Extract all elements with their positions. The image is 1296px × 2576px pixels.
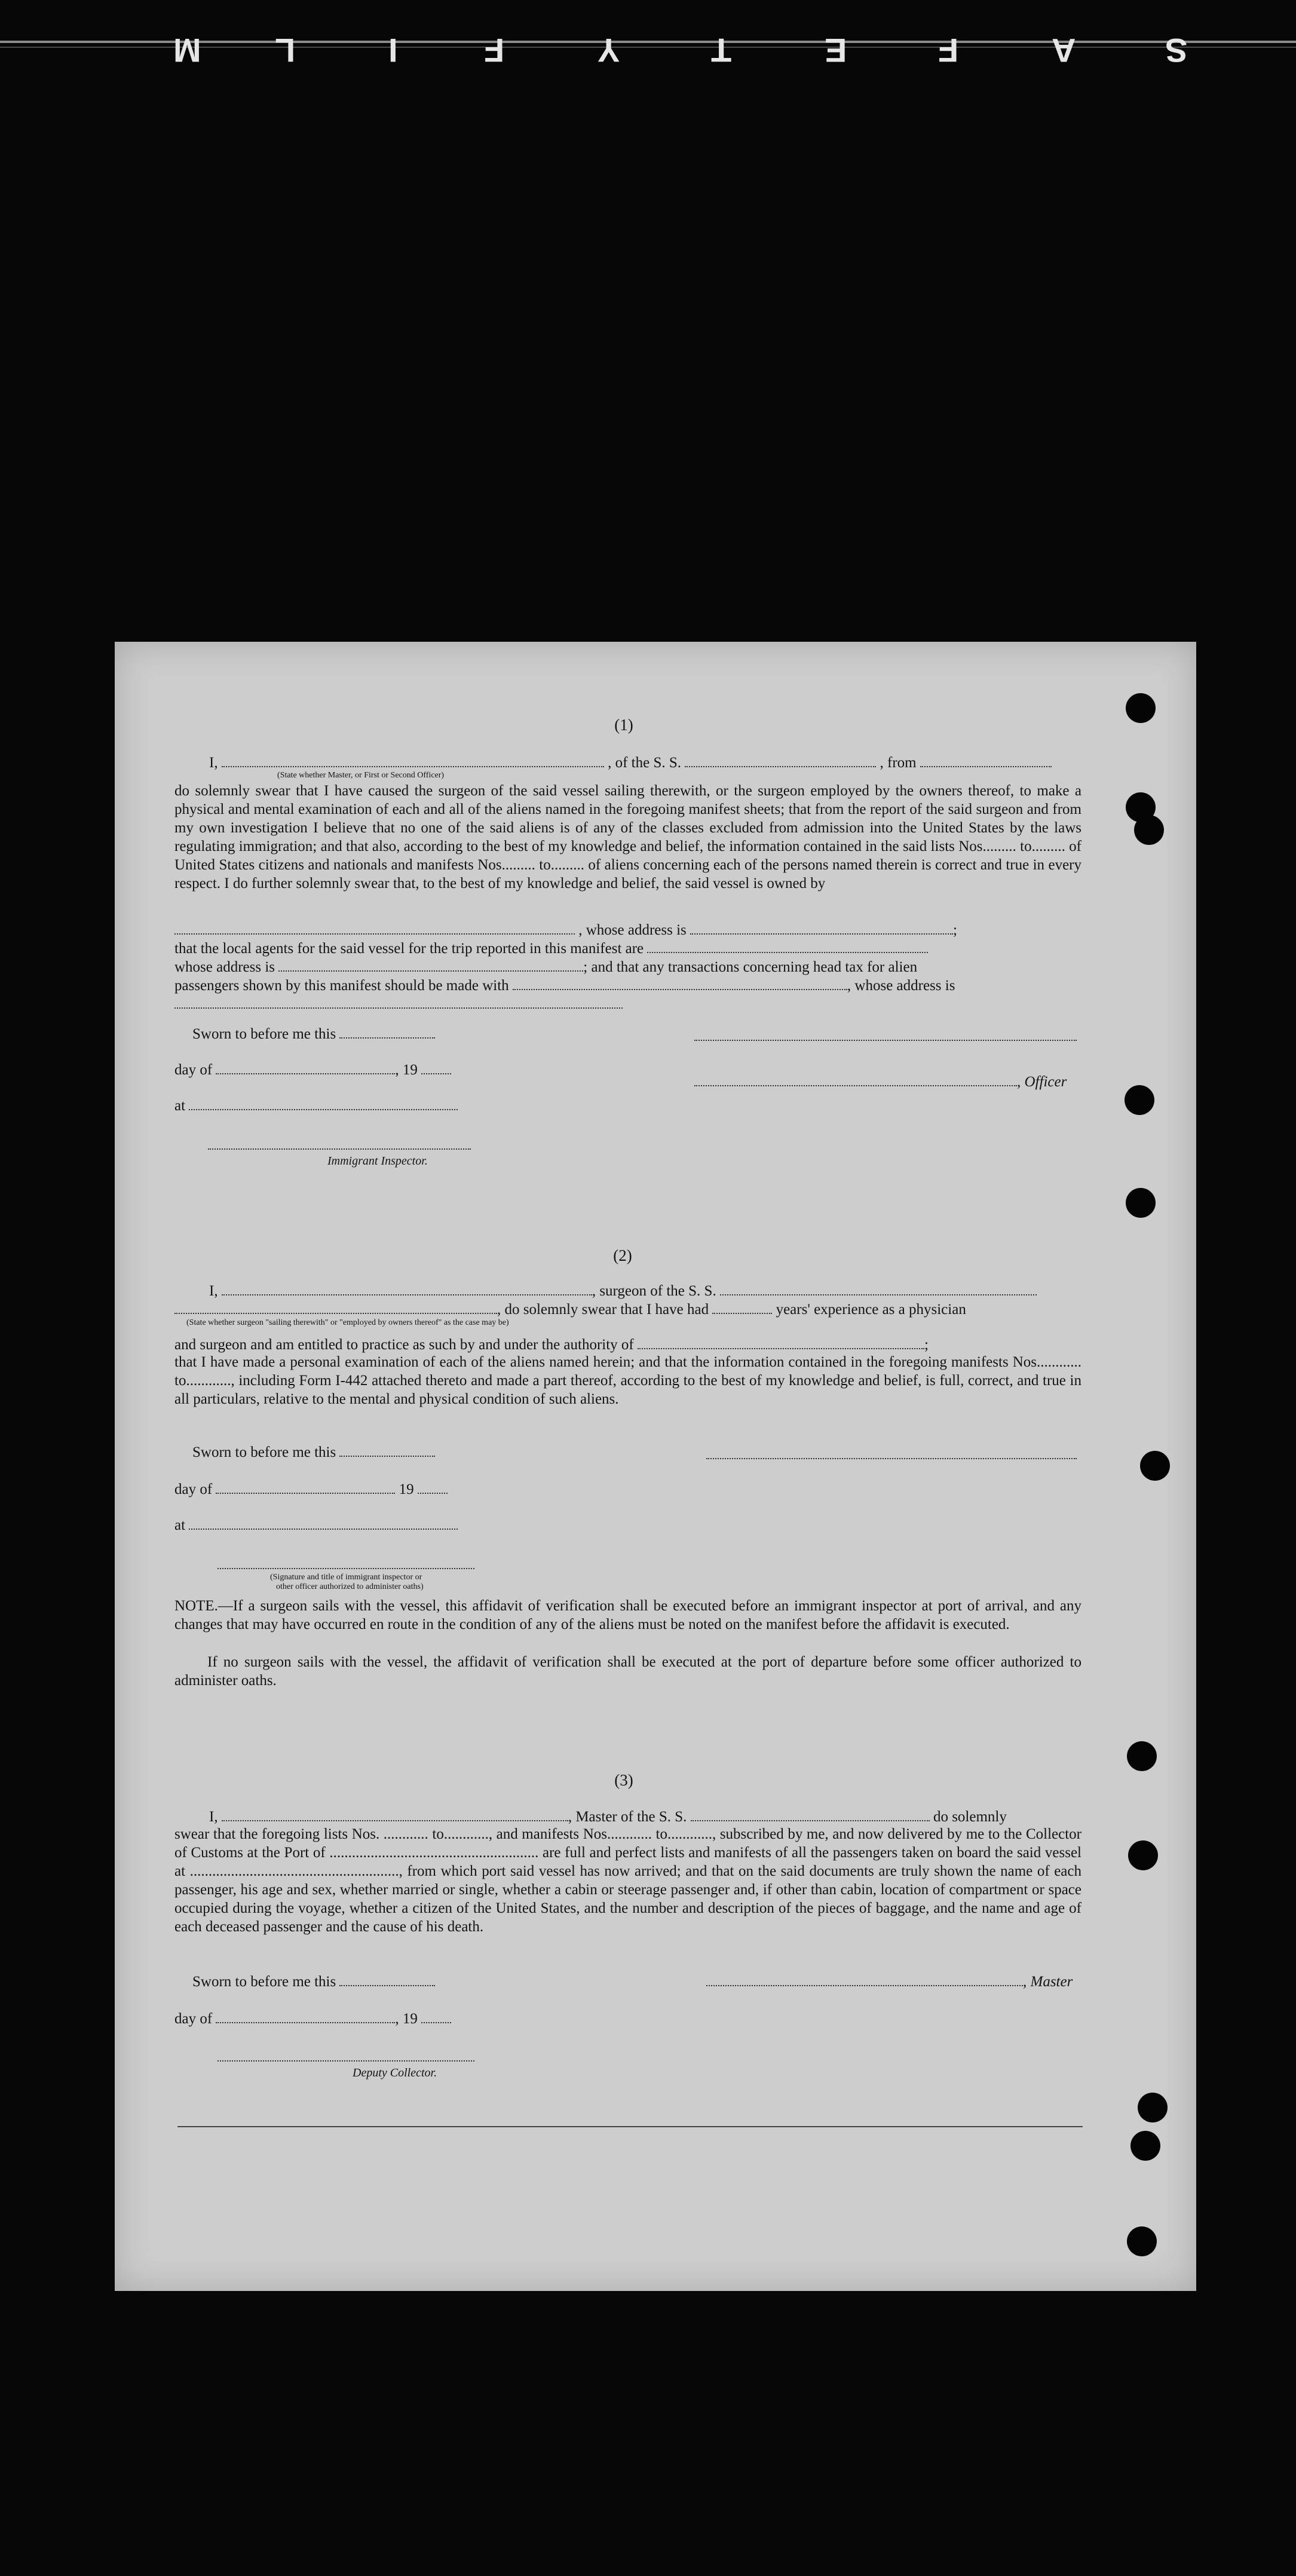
- film-letter: A: [1052, 32, 1076, 69]
- owner-field[interactable]: [174, 920, 575, 935]
- label-whose-address-3: , whose address is: [847, 978, 955, 994]
- section-3-body: swear that the foregoing lists Nos. ............ to............, and manifests Nos............ to............, subscribed by me, and now delivered by me to the Collector of Customs at the Port of ........................................................ are full and perfect lists and manifests of all the passengers taken on board the said vessel at ........................................................, from which port said vessel has now arrived; and that on the said documents are truly shown the name of each passenger, his age and sex, whether married or single, whether a cabin or steerage passenger and, if other than cabin, location of compartment or space occupied during the voyage, whether a citizen of the United States, and the number and description of the pieces of baggage, and the name and age of each deceased passenger and the cause of his death.: [174, 1826, 1081, 1935]
- deputy-caption: Deputy Collector.: [353, 2066, 437, 2079]
- label-do-solemnly: do solemnly: [933, 1809, 1007, 1825]
- owner-address-field[interactable]: [690, 920, 953, 935]
- name-field[interactable]: [222, 753, 604, 767]
- label-day-of: day of: [174, 2011, 213, 2027]
- vessel-field[interactable]: [691, 1807, 930, 1821]
- bottom-rule: [177, 2126, 1083, 2127]
- manifest-affidavit-page: [115, 642, 1196, 2291]
- film-letter: F: [938, 32, 959, 69]
- section-1-agents: [174, 939, 1081, 958]
- label-sworn: Sworn to before me this: [192, 1026, 336, 1042]
- surgeon-type-note: (State whether surgeon "sailing therewith" or "employed by owners thereof" as the case may be): [186, 1318, 509, 1327]
- label-i: I,: [209, 1283, 218, 1299]
- agents-field[interactable]: [647, 939, 928, 953]
- film-letter: Y: [598, 32, 620, 69]
- section-1-body: do solemnly swear that I have caused the surgeon of the said vessel sailing therewith, or the surgeon employed by the owners thereof, to make a physical and mental examination of each and all of the aliens named in the foregoing manifest sheets; that from the report of the said surgeon and from my own investigation I believe that no one of the said aliens is of any of the classes excluded from admission into the United States by the laws regulating immigration; and that also, according to the best of my knowledge and belief, the information contained in the said lists Nos......... to......... of United States citizens and nationals and manifests Nos......... to......... of aliens concerning each of the persons named therein is correct and true in every respect. I do further solemnly swear that, to the best of my knowledge and belief, the said vessel is owned by: [174, 783, 1081, 892]
- section-2-first-line: [209, 1281, 1081, 1300]
- section-1-first-line: [209, 753, 1081, 772]
- month-field[interactable]: [216, 1060, 395, 1074]
- from-field[interactable]: [920, 753, 1052, 767]
- sworn-day-field[interactable]: [339, 1024, 435, 1039]
- sworn-day-field[interactable]: [339, 1442, 435, 1457]
- label-i: I,: [209, 755, 218, 771]
- label-do-solemnly: , do solemnly swear that I have had: [497, 1301, 709, 1318]
- section-3-sworn: [192, 1972, 435, 1991]
- month-field[interactable]: [216, 2009, 395, 2023]
- film-letter: M: [173, 32, 201, 69]
- signature-caption-1: (Signature and title of immigrant inspector or: [270, 1573, 422, 1582]
- label-agents: that the local agents for the said vessel for the trip reported in this manifest are: [174, 941, 644, 957]
- film-letter: F: [484, 32, 505, 69]
- label-of-ss: , of the S. S.: [608, 755, 682, 771]
- officer-signature-line[interactable]: [217, 1567, 474, 1569]
- label-at: at: [174, 1517, 186, 1533]
- label-experience: years' experience as a physician: [776, 1301, 966, 1318]
- section-2-second-line: [174, 1300, 1081, 1319]
- surgeon-name-field[interactable]: [222, 1281, 592, 1295]
- label-sworn: Sworn to before me this: [192, 1444, 336, 1460]
- place-field[interactable]: [189, 1515, 458, 1530]
- film-letter: I: [388, 32, 398, 69]
- vessel-field[interactable]: [720, 1281, 1037, 1295]
- label-officer: , Officer: [1017, 1074, 1067, 1090]
- year-field[interactable]: [421, 1060, 451, 1074]
- section-1-day-of: [174, 1060, 451, 1079]
- section-2-at: [174, 1515, 458, 1534]
- place-field[interactable]: [189, 1096, 458, 1110]
- section-1-at: [174, 1096, 458, 1115]
- surgeon-type-field[interactable]: [174, 1300, 497, 1314]
- section-1-sworn: [192, 1024, 435, 1043]
- label-year: , 19: [395, 2011, 418, 2027]
- section-2-day-of: [174, 1480, 448, 1499]
- inspector-signature-line[interactable]: [208, 1147, 471, 1150]
- contact-address-field[interactable]: [174, 994, 623, 1009]
- master-signature-field[interactable]: [706, 1972, 1023, 1986]
- label-master: , Master: [1023, 1974, 1073, 1990]
- section-1-owner-address: , whose address is ;: [174, 920, 1081, 939]
- section-1-passengers: [174, 976, 1081, 995]
- note-surgeon-sails: NOTE.—If a surgeon sails with the vessel, this affidavit of verification shall be executed before an immigrant inspector at port of arrival, and any changes that may have occurred en route in the condition of any of the aliens must be noted on the manifest before the affidavit is executed.: [174, 1598, 1081, 1632]
- label-from: , from: [880, 755, 917, 771]
- section-3-day-of: [174, 2009, 451, 2028]
- master-name-field[interactable]: [222, 1807, 568, 1821]
- inspector-caption: Immigrant Inspector.: [327, 1154, 428, 1168]
- years-field[interactable]: [712, 1300, 772, 1314]
- section-1-number: (1): [614, 716, 633, 734]
- film-letter: S: [1165, 32, 1188, 69]
- surgeon-signature-line[interactable]: [706, 1457, 1077, 1459]
- label-authority: and surgeon and am entitled to practice as such by and under the authority of: [174, 1337, 634, 1353]
- officer-signature-field[interactable]: [694, 1072, 1017, 1086]
- section-1-agent-address: [174, 957, 1081, 976]
- signature-caption-2: other officer authorized to administer oaths): [276, 1582, 424, 1591]
- signature-line[interactable]: [694, 1039, 1077, 1041]
- film-letter: T: [711, 32, 732, 69]
- label-passengers: passengers shown by this manifest should be made with: [174, 978, 509, 994]
- label-day-of: day of: [174, 1481, 213, 1497]
- note-no-surgeon: If no surgeon sails with the vessel, the affidavit of verification shall be executed at the port of departure before some officer authorized to administer oaths.: [174, 1654, 1081, 1689]
- label-year: 19: [399, 1481, 414, 1497]
- label-sworn: Sworn to before me this: [192, 1974, 336, 1990]
- section-2-authority: and surgeon and am entitled to practice as such by and under the authority of ;: [174, 1335, 1081, 1354]
- year-field[interactable]: [418, 1480, 448, 1494]
- authority-field[interactable]: [638, 1335, 924, 1349]
- film-letter: L: [275, 32, 296, 69]
- vessel-field[interactable]: [685, 753, 876, 767]
- label-whose-address: , whose address is: [578, 922, 687, 938]
- label-head-tax: ; and that any transactions concerning head tax for alien: [583, 959, 918, 975]
- head-tax-contact-field[interactable]: [513, 976, 847, 990]
- section-3-first-line: [209, 1807, 1081, 1826]
- label-whose-address-2: whose address is: [174, 959, 275, 975]
- agent-address-field[interactable]: [278, 957, 583, 972]
- section-3-master-sig: [706, 1972, 1073, 1991]
- sworn-day-field[interactable]: [339, 1972, 435, 1986]
- section-1-officer: [694, 1072, 1067, 1091]
- label-master-of: , Master of the S. S.: [568, 1809, 687, 1825]
- label-year: , 19: [395, 1062, 418, 1078]
- deputy-signature-line[interactable]: [217, 2059, 474, 2062]
- month-field[interactable]: [216, 1480, 395, 1494]
- label-at: at: [174, 1098, 186, 1114]
- section-3-number: (3): [614, 1771, 633, 1789]
- officer-rank-note: (State whether Master, or First or Second Officer): [277, 771, 445, 780]
- film-letter: E: [825, 32, 847, 69]
- label-i: I,: [209, 1809, 218, 1825]
- label-day-of: day of: [174, 1062, 213, 1078]
- year-field[interactable]: [421, 2009, 451, 2023]
- section-2-number: (2): [613, 1246, 632, 1264]
- film-edge-lettering: [155, 31, 1291, 73]
- section-1-address-cont: [174, 994, 623, 1013]
- section-2-sworn: [192, 1442, 435, 1462]
- section-2-body: that I have made a personal examination of each of the aliens named herein; and that the information contained in the foregoing manifests Nos............ to............, including Form I-442 attached thereto and made a part thereof, according to the best of my knowledge and belief, is full, correct, and true in all particulars, relative to the mental and physical condition of such aliens.: [174, 1354, 1081, 1407]
- label-surgeon-of: , surgeon of the S. S.: [592, 1283, 716, 1299]
